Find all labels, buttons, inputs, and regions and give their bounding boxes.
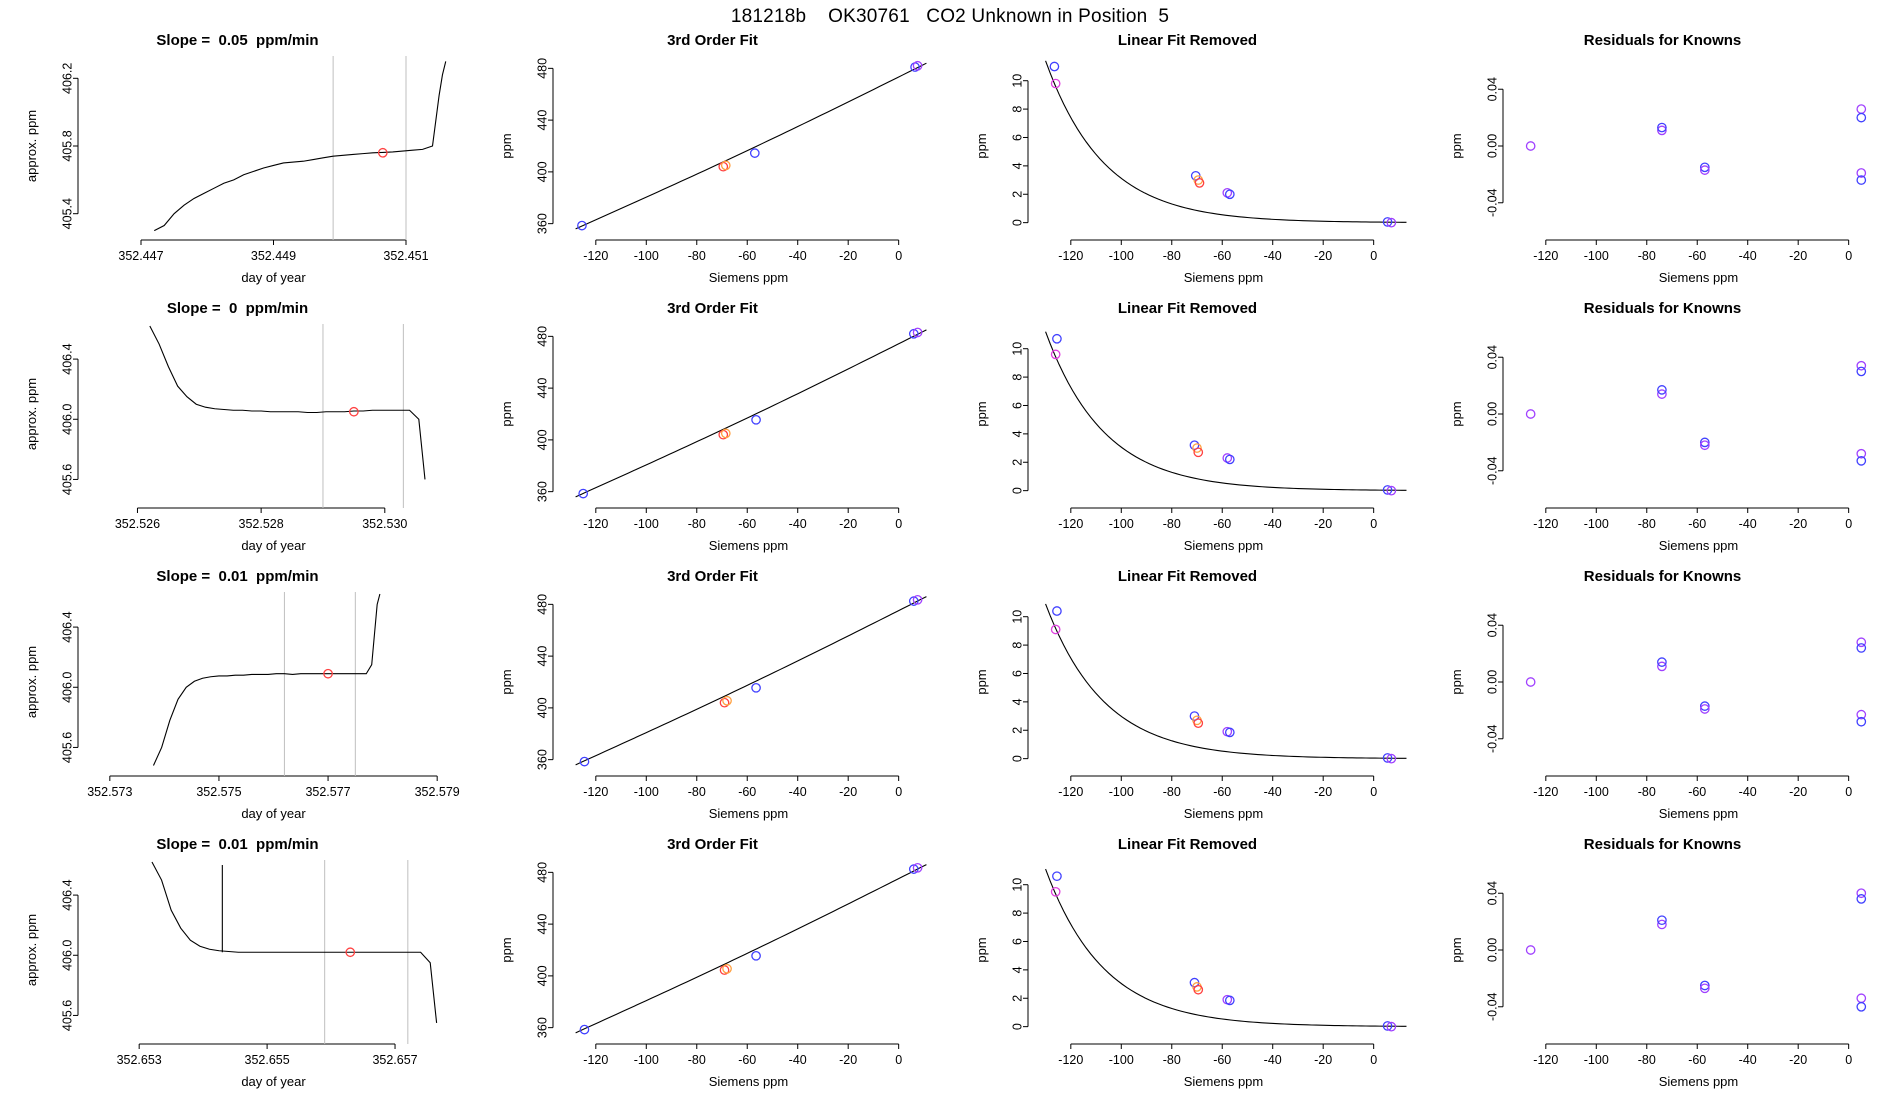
x-tick-label: -100 <box>1108 1053 1134 1067</box>
panel-r1-c1 <box>0 28 475 296</box>
residual-point <box>1857 105 1865 113</box>
y-axis-label: ppm <box>499 937 514 963</box>
y-tick-label: 405.6 <box>60 463 75 496</box>
y-tick-label: 480 <box>535 861 550 883</box>
y-axis-label: approx. ppm <box>24 109 39 183</box>
y-axis-label: ppm <box>499 133 514 159</box>
fit-curve <box>576 865 927 1033</box>
x-tick-label: -20 <box>839 785 858 799</box>
y-tick-label: 4 <box>1010 966 1025 974</box>
y-axis-label: approx. ppm <box>24 377 39 451</box>
x-tick-label: -60 <box>738 1053 757 1067</box>
plot-area <box>1425 28 1900 296</box>
plot-area <box>1425 564 1900 832</box>
x-tick-label: -120 <box>583 249 609 263</box>
x-axis-label: day of year <box>241 806 306 821</box>
y-tick-label: 360 <box>535 749 550 771</box>
y-tick-label: 406.2 <box>60 62 75 94</box>
x-tick-label: -60 <box>1213 517 1232 531</box>
panel-title: Residuals for Knowns <box>1583 300 1742 317</box>
x-tick-label: -100 <box>1583 785 1609 799</box>
x-tick-label: -120 <box>1058 517 1084 531</box>
x-axis-label: Siemens ppm <box>1658 538 1739 553</box>
x-tick-label: 352.447 <box>118 249 164 263</box>
x-axis-label: day of year <box>241 1074 306 1089</box>
data-point <box>1226 190 1234 198</box>
x-tick-label: -80 <box>687 785 706 799</box>
y-axis-label: ppm <box>1449 937 1464 963</box>
figure-title: 181218b OK30761 CO2 Unknown in Position 5 <box>730 6 1170 27</box>
residual-point <box>1526 678 1534 686</box>
y-tick-label: 480 <box>535 57 550 79</box>
x-tick-label: -80 <box>687 517 706 531</box>
fit-curve <box>1046 332 1407 491</box>
x-tick-label: 352.575 <box>196 785 242 799</box>
plot-area <box>475 28 950 296</box>
plot-area <box>0 296 475 564</box>
x-tick-label: -80 <box>1637 785 1656 799</box>
x-tick-label: -120 <box>583 517 609 531</box>
panel-title: Residuals for Knowns <box>1583 836 1742 853</box>
x-tick-label: 352.451 <box>383 249 429 263</box>
y-tick-label: 480 <box>535 593 550 615</box>
y-tick-label: 0.04 <box>1485 345 1500 370</box>
residual-point <box>1526 142 1534 150</box>
x-tick-label: 352.657 <box>372 1053 418 1067</box>
y-tick-label: 406.0 <box>60 939 75 971</box>
y-tick-label: 10 <box>1010 73 1025 88</box>
data-point <box>723 697 731 705</box>
y-axis-label: ppm <box>974 401 989 427</box>
data-point <box>752 416 760 424</box>
y-tick-label: 0.04 <box>1485 77 1500 102</box>
y-tick-label: 406.4 <box>60 611 75 643</box>
panel-r4-c3 <box>950 832 1425 1100</box>
data-point <box>1053 607 1061 615</box>
fit-curve <box>576 63 927 229</box>
plot-area <box>950 296 1425 564</box>
panel-r3-c3 <box>950 564 1425 832</box>
x-tick-label: -60 <box>1213 1053 1232 1067</box>
panel-r3-c4 <box>1425 564 1900 832</box>
y-tick-label: 0.04 <box>1485 881 1500 906</box>
x-tick-label: -40 <box>788 1053 807 1067</box>
x-tick-label: -20 <box>839 249 858 263</box>
data-trace <box>153 594 379 765</box>
plot-area <box>950 564 1425 832</box>
x-tick-label: 352.528 <box>238 517 284 531</box>
y-tick-label: -0.04 <box>1485 456 1500 486</box>
x-tick-label: -80 <box>687 249 706 263</box>
data-point <box>1194 719 1202 727</box>
y-tick-label: -0.04 <box>1485 188 1500 218</box>
x-tick-label: 0 <box>1370 785 1378 799</box>
plot-area <box>950 28 1425 296</box>
x-axis-label: Siemens ppm <box>708 806 789 821</box>
x-tick-label: -40 <box>1738 517 1757 531</box>
panel-r2-c2 <box>475 296 950 564</box>
x-tick-label: -100 <box>633 517 659 531</box>
panel-title: Slope = 0.05 ppm/min <box>156 32 319 49</box>
x-tick-label: -40 <box>788 517 807 531</box>
x-tick-label: -60 <box>1213 785 1232 799</box>
plot-area <box>475 832 950 1100</box>
y-axis-label: ppm <box>1449 401 1464 427</box>
y-axis-label: ppm <box>499 669 514 695</box>
data-point <box>723 965 731 973</box>
y-tick-label: -0.04 <box>1485 992 1500 1022</box>
x-tick-label: -40 <box>1738 249 1757 263</box>
x-tick-label: -120 <box>1533 517 1559 531</box>
y-tick-label: 0.04 <box>1485 613 1500 638</box>
x-axis-label: Siemens ppm <box>1658 270 1739 285</box>
x-axis-label: day of year <box>241 270 306 285</box>
x-tick-label: -60 <box>738 249 757 263</box>
y-tick-label: 406.4 <box>60 879 75 911</box>
y-tick-label: 406.0 <box>60 403 75 435</box>
panel-r1-c3 <box>950 28 1425 296</box>
panel-r4-c2 <box>475 832 950 1100</box>
x-tick-label: -20 <box>839 517 858 531</box>
x-tick-label: -100 <box>1108 249 1134 263</box>
data-point <box>1195 179 1203 187</box>
plot-area <box>950 832 1425 1100</box>
residual-point <box>1857 367 1865 375</box>
x-tick-label: 0 <box>1845 1053 1853 1067</box>
x-tick-label: 352.573 <box>87 785 133 799</box>
x-tick-label: 352.653 <box>116 1053 162 1067</box>
y-tick-label: 0.00 <box>1485 133 1500 159</box>
x-tick-label: -20 <box>839 1053 858 1067</box>
data-point <box>751 149 759 157</box>
x-tick-label: -60 <box>1688 1053 1707 1067</box>
residual-point <box>1857 113 1865 121</box>
y-tick-label: 480 <box>535 325 550 347</box>
data-point <box>1053 335 1061 343</box>
x-tick-label: -20 <box>1314 785 1333 799</box>
plot-area <box>1425 296 1900 564</box>
x-tick-label: -120 <box>1058 1053 1084 1067</box>
x-tick-label: -20 <box>1314 517 1333 531</box>
x-tick-label: 0 <box>1845 785 1853 799</box>
y-tick-label: 6 <box>1010 670 1025 677</box>
x-axis-label: Siemens ppm <box>1658 806 1739 821</box>
x-tick-label: -60 <box>1688 249 1707 263</box>
x-tick-label: -20 <box>1789 785 1808 799</box>
x-tick-label: -40 <box>1263 785 1282 799</box>
panel-title: Residuals for Knowns <box>1583 568 1742 585</box>
x-tick-label: -80 <box>1637 517 1656 531</box>
x-tick-label: -120 <box>1533 1053 1559 1067</box>
y-tick-label: 6 <box>1010 402 1025 409</box>
x-tick-label: 0 <box>895 517 903 531</box>
x-tick-label: -60 <box>738 785 757 799</box>
y-axis-label: ppm <box>974 133 989 159</box>
fit-curve <box>576 597 927 765</box>
x-tick-label: -120 <box>583 1053 609 1067</box>
x-axis-label: Siemens ppm <box>1183 1074 1264 1089</box>
plot-area <box>0 832 475 1100</box>
data-point <box>1194 986 1202 994</box>
x-tick-label: 0 <box>1370 249 1378 263</box>
y-tick-label: 6 <box>1010 938 1025 945</box>
x-tick-label: -100 <box>633 785 659 799</box>
panel-title: Slope = 0.01 ppm/min <box>156 836 319 853</box>
x-tick-label: -40 <box>1263 1053 1282 1067</box>
x-tick-label: -80 <box>1162 249 1181 263</box>
x-axis-label: Siemens ppm <box>708 270 789 285</box>
y-tick-label: 8 <box>1010 641 1025 649</box>
x-tick-label: 352.579 <box>414 785 460 799</box>
x-tick-label: -80 <box>1162 517 1181 531</box>
residual-point <box>1857 994 1865 1002</box>
x-tick-label: -60 <box>1688 785 1707 799</box>
x-tick-label: -40 <box>788 249 807 263</box>
panel-title: 3rd Order Fit <box>667 836 758 853</box>
x-tick-label: -80 <box>1162 785 1181 799</box>
x-axis-label: day of year <box>241 538 306 553</box>
x-tick-label: -100 <box>1583 517 1609 531</box>
residual-point <box>1857 1003 1865 1011</box>
y-tick-label: 10 <box>1010 341 1025 356</box>
x-axis-label: Siemens ppm <box>1183 538 1264 553</box>
panel-title: Slope = 0 ppm/min <box>166 300 309 317</box>
x-tick-label: -80 <box>1162 1053 1181 1067</box>
y-tick-label: 0.00 <box>1485 669 1500 695</box>
y-tick-label: 2 <box>1010 190 1025 198</box>
residual-point <box>1526 946 1534 954</box>
panel-r4-c1 <box>0 832 475 1100</box>
x-tick-label: 0 <box>895 249 903 263</box>
y-tick-label: 405.4 <box>60 198 75 230</box>
y-tick-label: 0.00 <box>1485 937 1500 963</box>
x-tick-label: -20 <box>1789 249 1808 263</box>
y-tick-label: 0 <box>1010 487 1025 495</box>
panel-title: Residuals for Knowns <box>1583 32 1742 49</box>
y-tick-label: 360 <box>535 481 550 503</box>
x-tick-label: -40 <box>788 785 807 799</box>
panel-title: 3rd Order Fit <box>667 568 758 585</box>
y-tick-label: 440 <box>535 377 550 399</box>
panel-r4-c4 <box>1425 832 1900 1100</box>
fit-curve <box>576 330 927 497</box>
y-tick-label: 440 <box>535 913 550 935</box>
x-tick-label: -60 <box>1688 517 1707 531</box>
x-tick-label: -120 <box>1058 249 1084 263</box>
panel-r1-c4 <box>1425 28 1900 296</box>
data-point <box>720 699 728 707</box>
residual-point <box>1857 895 1865 903</box>
x-tick-label: -120 <box>1058 785 1084 799</box>
x-axis-label: Siemens ppm <box>1658 1074 1739 1089</box>
x-tick-label: -60 <box>738 517 757 531</box>
y-tick-label: 360 <box>535 1017 550 1039</box>
y-tick-label: 2 <box>1010 458 1025 466</box>
y-tick-label: 8 <box>1010 909 1025 917</box>
x-axis-label: Siemens ppm <box>1183 806 1264 821</box>
y-axis-label: ppm <box>499 401 514 427</box>
y-axis-label: approx. ppm <box>24 913 39 987</box>
x-tick-label: -100 <box>1583 249 1609 263</box>
x-tick-label: 0 <box>1845 517 1853 531</box>
y-tick-label: 400 <box>535 697 550 719</box>
x-tick-label: 352.530 <box>362 517 408 531</box>
x-tick-label: 352.655 <box>244 1053 290 1067</box>
x-tick-label: 352.526 <box>114 517 161 531</box>
x-tick-label: -20 <box>1314 249 1333 263</box>
residual-point <box>1857 644 1865 652</box>
y-tick-label: 10 <box>1010 877 1025 892</box>
panel-r3-c2 <box>475 564 950 832</box>
y-tick-label: 2 <box>1010 994 1025 1002</box>
x-tick-label: 0 <box>895 1053 903 1067</box>
x-tick-label: -20 <box>1314 1053 1333 1067</box>
x-tick-label: -100 <box>633 1053 659 1067</box>
y-tick-label: 0 <box>1010 219 1025 227</box>
x-tick-label: -100 <box>1108 517 1134 531</box>
panel-title: Linear Fit Removed <box>1117 568 1258 585</box>
x-tick-label: -120 <box>1533 785 1559 799</box>
x-tick-label: -100 <box>1583 1053 1609 1067</box>
y-tick-label: 440 <box>535 645 550 667</box>
y-tick-label: 400 <box>535 161 550 183</box>
y-tick-label: -0.04 <box>1485 724 1500 754</box>
data-point <box>722 161 730 169</box>
plot-area <box>1425 832 1900 1100</box>
plot-area <box>0 28 475 296</box>
y-axis-label: ppm <box>1449 669 1464 695</box>
x-tick-label: -120 <box>583 785 609 799</box>
x-tick-label: -80 <box>687 1053 706 1067</box>
x-tick-label: -80 <box>1637 249 1656 263</box>
residual-point <box>1526 410 1534 418</box>
data-point <box>722 429 730 437</box>
x-axis-label: Siemens ppm <box>1183 270 1264 285</box>
x-tick-label: 352.577 <box>305 785 351 799</box>
y-tick-label: 406.4 <box>60 343 75 375</box>
y-tick-label: 406.0 <box>60 671 75 703</box>
x-tick-label: -40 <box>1738 1053 1757 1067</box>
panel-r2-c4 <box>1425 296 1900 564</box>
y-tick-label: 440 <box>535 109 550 131</box>
x-tick-label: -100 <box>633 249 659 263</box>
y-tick-label: 400 <box>535 965 550 987</box>
data-trace <box>150 326 425 479</box>
x-tick-label: -20 <box>1789 517 1808 531</box>
y-tick-label: 405.8 <box>60 130 75 162</box>
plot-area <box>475 296 950 564</box>
x-tick-label: 0 <box>895 785 903 799</box>
panel-grid <box>0 28 1900 1100</box>
panel-r1-c2 <box>475 28 950 296</box>
y-axis-label: approx. ppm <box>24 645 39 719</box>
data-point <box>1050 62 1058 70</box>
panel-title: Linear Fit Removed <box>1117 300 1258 317</box>
x-tick-label: -20 <box>1789 1053 1808 1067</box>
y-tick-label: 405.6 <box>60 731 75 764</box>
x-tick-label: 0 <box>1845 249 1853 263</box>
plot-area <box>475 564 950 832</box>
panel-title: 3rd Order Fit <box>667 300 758 317</box>
y-tick-label: 405.6 <box>60 999 75 1032</box>
x-tick-label: 352.449 <box>250 249 297 263</box>
x-axis-label: Siemens ppm <box>708 538 789 553</box>
panel-r2-c3 <box>950 296 1425 564</box>
panel-title: 3rd Order Fit <box>667 32 758 49</box>
y-tick-label: 8 <box>1010 105 1025 113</box>
data-point <box>1226 455 1234 463</box>
y-axis-label: ppm <box>974 669 989 695</box>
x-tick-label: -80 <box>1637 1053 1656 1067</box>
y-tick-label: 2 <box>1010 726 1025 734</box>
plot-area <box>0 564 475 832</box>
y-tick-label: 0.00 <box>1485 401 1500 427</box>
x-tick-label: 0 <box>1370 1053 1378 1067</box>
y-tick-label: 0 <box>1010 1023 1025 1031</box>
y-tick-label: 4 <box>1010 698 1025 706</box>
x-tick-label: -60 <box>1213 249 1232 263</box>
x-axis-label: Siemens ppm <box>708 1074 789 1089</box>
data-point <box>1053 872 1061 880</box>
panel-title: Linear Fit Removed <box>1117 836 1258 853</box>
y-tick-label: 8 <box>1010 373 1025 381</box>
x-tick-label: -120 <box>1533 249 1559 263</box>
y-tick-label: 0 <box>1010 755 1025 763</box>
panel-r3-c1 <box>0 564 475 832</box>
y-tick-label: 4 <box>1010 430 1025 438</box>
panel-title: Linear Fit Removed <box>1117 32 1258 49</box>
y-axis-label: ppm <box>1449 133 1464 159</box>
panel-r2-c1 <box>0 296 475 564</box>
panel-title: Slope = 0.01 ppm/min <box>156 568 319 585</box>
data-point <box>752 952 760 960</box>
data-trace <box>154 61 446 230</box>
y-tick-label: 6 <box>1010 134 1025 141</box>
x-tick-label: 0 <box>1370 517 1378 531</box>
x-tick-label: -100 <box>1108 785 1134 799</box>
x-tick-label: -40 <box>1738 785 1757 799</box>
y-tick-label: 4 <box>1010 162 1025 170</box>
data-trace <box>152 862 437 1023</box>
y-tick-label: 360 <box>535 213 550 235</box>
y-tick-label: 400 <box>535 429 550 451</box>
x-tick-label: -40 <box>1263 249 1282 263</box>
y-tick-label: 10 <box>1010 609 1025 624</box>
data-point <box>752 684 760 692</box>
fit-curve <box>1046 61 1407 222</box>
x-tick-label: -40 <box>1263 517 1282 531</box>
y-axis-label: ppm <box>974 937 989 963</box>
